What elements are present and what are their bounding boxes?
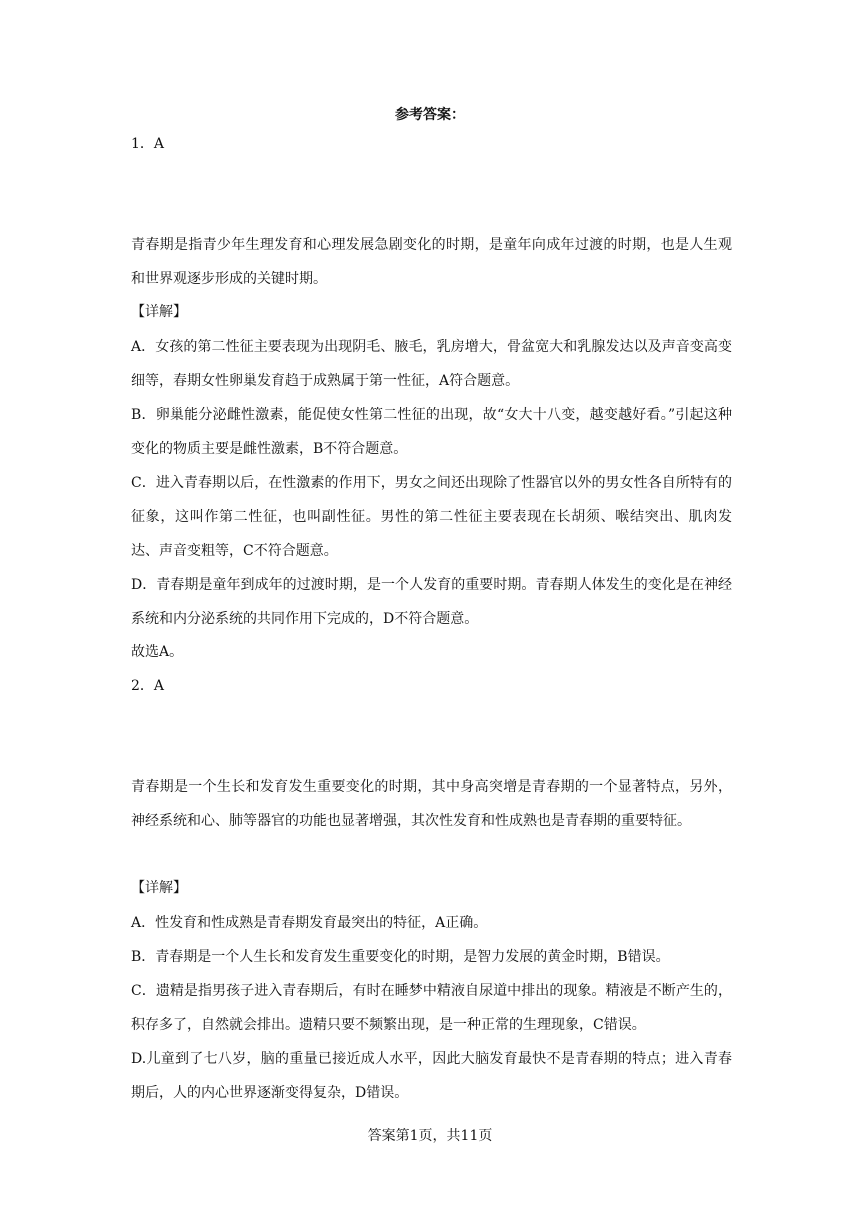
- q2-option-b: B．青春期是一个人生长和发育发生重要变化的时期，是智力发展的黄金时期，B错误。: [131, 949, 670, 965]
- q2-option-d: D.儿童到了七八岁，脑的重量已接近成人水平，因此大脑发育最快不是青春期的特点；进入青春期后，人的内心世界逐渐变得复杂，D错误。: [131, 1051, 732, 1101]
- page-footer: 答案第1页，共11页: [367, 1128, 493, 1144]
- q1-answer: 1．A: [131, 136, 165, 152]
- q1-option-c: C．进入青春期以后，在性激素的作用下，男女之间还出现除了性器官以外的男女性各自所特有的征象，这叫作第二性征，也叫副性征。男性的第二性征主要表现在长胡须、喉结突出、肌肉发达、声音变粗等，C不符合题意。: [131, 475, 732, 559]
- q1-option-a: A．女孩的第二性征主要表现为出现阴毛、腋毛，乳房增大，骨盆宽大和乳腺发达以及声音变高变细等，春期女性卵巢发育趋于成熟属于第一性征，A符合题意。: [131, 339, 732, 389]
- q2-option-a: A．性发育和性成熟是青春期发育最突出的特征，A正确。: [131, 915, 488, 931]
- page-title: 参考答案：: [395, 107, 465, 123]
- q2-detail-label: 【详解】: [131, 880, 187, 896]
- q1-option-d: D．青春期是童年到成年的过渡时期，是一个人发育的重要时期。青春期人体发生的变化是在神经系统和内分泌系统的共同作用下完成的，D不符合题意。: [131, 577, 732, 627]
- q2-option-c: C．遗精是指男孩子进入青春期后，有时在睡梦中精液自尿道中排出的现象。精液是不断产生的，积存多了，自然就会排出。遗精只要不频繁出现，是一种正常的生理现象，C错误。: [131, 983, 732, 1033]
- q2-answer: 2．A: [131, 678, 165, 694]
- q1-detail-label: 【详解】: [131, 304, 187, 320]
- q2-analysis: 青春期是一个生长和发育发生重要变化的时期，其中身高突增是青春期的一个显著特点，另外，神经系统和心、肺等器官的功能也显著增强，其次性发育和性成熟也是青春期的重要特征。: [131, 779, 732, 829]
- q1-option-b: B．卵巢能分泌雌性激素，能促使女性第二性征的出现，故“女大十八变，越变越好看。”引起这种变化的物质主要是雌性激素，B不符合题意。: [131, 407, 732, 457]
- q1-conclusion: 故选A。: [131, 644, 184, 660]
- q1-analysis: 青春期是指青少年生理发育和心理发展急剧变化的时期，是童年向成年过渡的时期，也是人生观和世界观逐步形成的关键时期。: [131, 237, 732, 287]
